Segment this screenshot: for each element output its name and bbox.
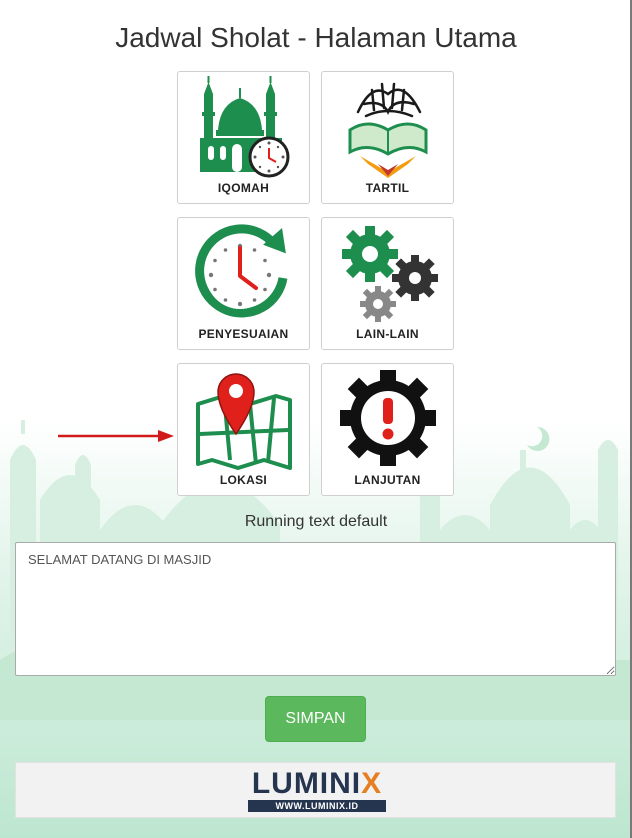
tile-lanjutan-label: LANJUTAN	[354, 473, 421, 487]
gears-icon	[322, 218, 455, 328]
logo-main-text: LUMINI	[251, 767, 362, 800]
mosque-clock-icon	[178, 72, 311, 182]
logo-url-bar	[248, 800, 386, 812]
tile-iqomah-label: IQOMAH	[217, 181, 270, 195]
tile-iqomah[interactable]	[177, 71, 310, 204]
footer	[15, 762, 616, 818]
page-title: Jadwal Sholat - Halaman Utama	[115, 22, 517, 53]
running-text-label: Running text default	[244, 513, 388, 530]
logo-url: WWW.LUMINIX.ID	[275, 801, 359, 811]
tile-tartil-label: TARTIL	[365, 181, 410, 195]
tile-lain-lain-label: LAIN-LAIN	[356, 327, 419, 341]
tile-lanjutan[interactable]	[321, 363, 454, 496]
pointer-arrow	[58, 428, 176, 444]
tile-tartil[interactable]	[321, 71, 454, 204]
tile-lokasi[interactable]	[177, 363, 310, 496]
logo-wordmark	[244, 768, 390, 800]
clock-adjust-icon	[178, 218, 311, 328]
gear-alert-icon	[322, 364, 455, 474]
quran-icon	[322, 72, 455, 182]
tile-penyesuaian[interactable]	[177, 217, 310, 350]
tile-lain-lain[interactable]	[321, 217, 454, 350]
running-text-input[interactable]	[15, 542, 616, 676]
map-pin-icon	[178, 364, 311, 474]
tile-penyesuaian-label: PENYESUAIAN	[198, 327, 289, 341]
save-button[interactable]: SIMPAN	[265, 696, 366, 742]
luminix-logo	[244, 768, 390, 813]
logo-accent-text: X	[361, 767, 383, 800]
tile-lokasi-label: LOKASI	[219, 473, 268, 487]
